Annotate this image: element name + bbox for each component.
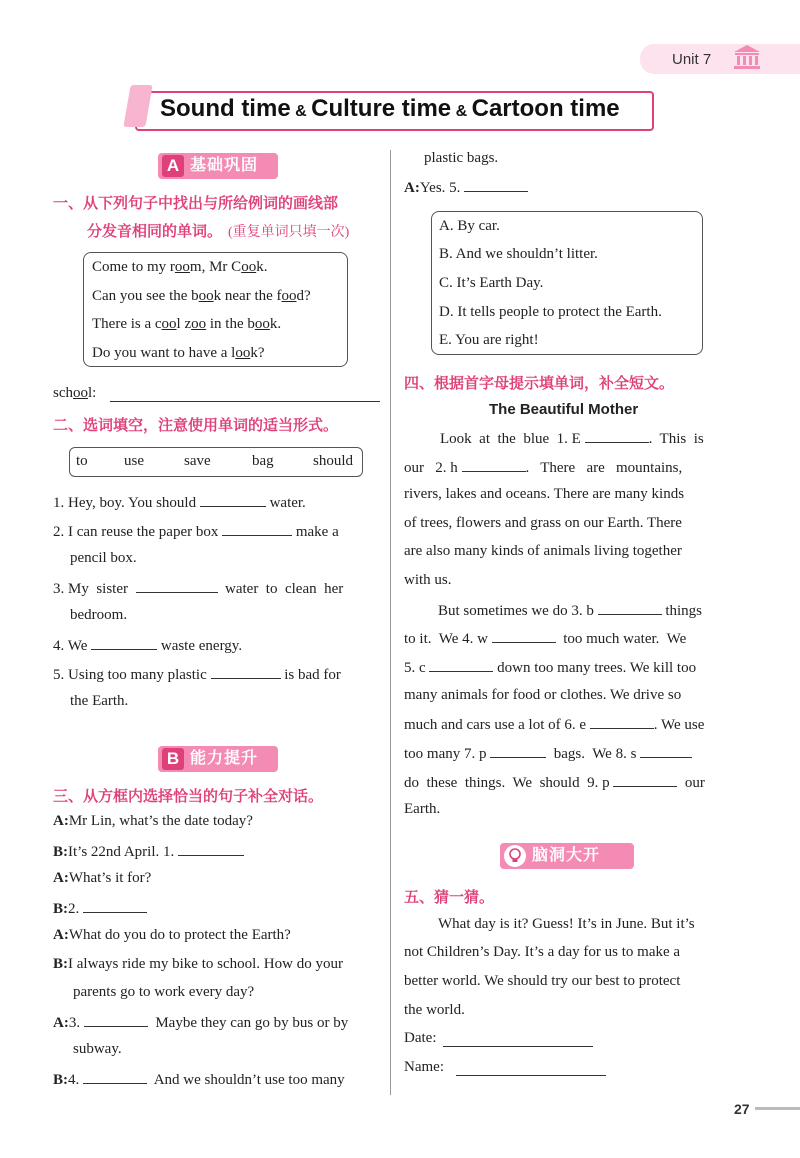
- passage-line: our 2. h . There are mountains,: [404, 460, 683, 476]
- date-answer-blank[interactable]: [443, 1046, 593, 1047]
- passage-line: to it. We 4. w too much water. We: [404, 631, 687, 647]
- dialogue-line: A:What’s it for?: [53, 870, 152, 886]
- q1-heading-line2: 分发音相同的单词。 (重复单词只填一次): [87, 224, 350, 240]
- q2-item-cont: pencil box.: [70, 550, 137, 566]
- dialogue-line: B:2.: [53, 899, 147, 918]
- q1-sentence: Come to my room, Mr Cook.: [92, 259, 268, 275]
- dialogue-line: B:I always ride my bike to school. How do your: [53, 956, 343, 972]
- passage-line: too many 7. p bags. We 8. s: [404, 744, 692, 763]
- q2-word: use: [124, 453, 144, 469]
- q5-heading: 五、猜一猜。: [404, 890, 495, 906]
- q1-answer-blank[interactable]: [110, 401, 380, 402]
- passage-line: much and cars use a lot of 6. e . We use: [404, 717, 705, 733]
- q1-example-word: school:: [53, 385, 97, 401]
- section-a-badge: A 基础巩固: [158, 153, 278, 179]
- dialogue-line-cont: subway.: [73, 1041, 122, 1057]
- q1-sentence: Can you see the book near the food?: [92, 288, 311, 304]
- q2-item: 4. We waste energy.: [53, 638, 243, 654]
- passage-line: of trees, flowers and grass on our Earth. There: [404, 515, 682, 531]
- q3-heading: 三、从方框内选择恰当的句子补全对话。: [53, 789, 324, 805]
- page-number-decoration: [755, 1107, 800, 1110]
- q4-heading: 四、根据首字母提示填单词，补全短文。: [404, 376, 675, 392]
- passage-line: are also many kinds of animals living together: [404, 543, 682, 559]
- dialogue-line: A:Mr Lin, what’s the date today?: [53, 813, 253, 829]
- riddle-line: What day is it? Guess! It’s in June. But it’s: [438, 916, 695, 932]
- passage-line: many animals for food or clothes. We drive so: [404, 687, 682, 703]
- q3-option: C. It’s Earth Day.: [439, 275, 544, 291]
- section-b-badge: B 能力提升: [158, 746, 278, 772]
- passage-line: 5. c down too many trees. We kill too: [404, 660, 697, 676]
- passage-title: The Beautiful Mother: [489, 401, 639, 418]
- passage-line: with us.: [404, 572, 452, 588]
- name-label: Name:: [404, 1059, 444, 1075]
- riddle-line: not Children’s Day. It’s a day for us to make a: [404, 944, 681, 960]
- q3-option: E. You are right!: [439, 332, 539, 348]
- q2-heading: 二、选词填空，注意使用单词的适当形式。: [53, 418, 339, 434]
- q3-option: A. By car.: [439, 218, 500, 234]
- name-answer-blank[interactable]: [456, 1075, 606, 1076]
- dialogue-line: A:Yes. 5.: [404, 178, 528, 197]
- passage-line: Look at the blue 1. E . This is: [440, 431, 704, 447]
- dialogue-line-cont: parents go to work every day?: [73, 984, 255, 1000]
- section-c-badge: 脑洞大开: [500, 843, 634, 869]
- dialogue-line-cont: plastic bags.: [424, 150, 499, 166]
- passage-line: rivers, lakes and oceans. There are many kinds: [404, 486, 685, 502]
- q3-option: B. And we shouldn’t litter.: [439, 246, 598, 262]
- unit-tab: [640, 44, 800, 74]
- column-divider: [390, 150, 391, 1095]
- date-label: Date:: [404, 1030, 437, 1046]
- passage-line: But sometimes we do 3. b things: [438, 603, 703, 619]
- q2-item: 2. I can reuse the paper box make a: [53, 524, 339, 540]
- dialogue-line: B:It’s 22nd April. 1.: [53, 842, 244, 861]
- riddle-line: better world. We should try our best to protect: [404, 973, 681, 989]
- q2-word: should: [313, 453, 354, 469]
- q2-word: save: [184, 453, 211, 469]
- q2-item: 5. Using too many plastic is bad for: [53, 667, 341, 683]
- page-number: 27: [734, 1101, 750, 1117]
- dialogue-line: B:4. And we shouldn’t use too many: [53, 1072, 345, 1088]
- building-icon: [732, 43, 762, 76]
- q2-word: bag: [252, 453, 274, 469]
- dialogue-line: A:3. Maybe they can go by bus or by: [53, 1015, 349, 1031]
- lightbulb-icon: [504, 845, 526, 867]
- q2-item: 1. Hey, boy. You should water.: [53, 495, 306, 511]
- page-title: Sound time & Culture time & Cartoon time: [160, 95, 620, 122]
- q2-item-cont: bedroom.: [70, 607, 128, 623]
- q2-word: to: [76, 453, 88, 469]
- passage-line: do these things. We should 9. p our: [404, 775, 705, 791]
- passage-line: Earth.: [404, 801, 441, 817]
- riddle-line: the world.: [404, 1002, 465, 1018]
- dialogue-line: A:What do you do to protect the Earth?: [53, 927, 291, 943]
- q1-heading-line1: 一、从下列句子中找出与所给例词的画线部: [53, 196, 339, 212]
- q3-option: D. It tells people to protect the Earth.: [439, 304, 662, 320]
- q1-sentence: There is a cool zoo in the book.: [92, 316, 282, 332]
- unit-label: Unit 7: [672, 51, 712, 68]
- q1-sentence: Do you want to have a look?: [92, 345, 265, 361]
- q2-item-cont: the Earth.: [70, 693, 129, 709]
- q2-item: 3. My sister water to clean her: [53, 581, 344, 597]
